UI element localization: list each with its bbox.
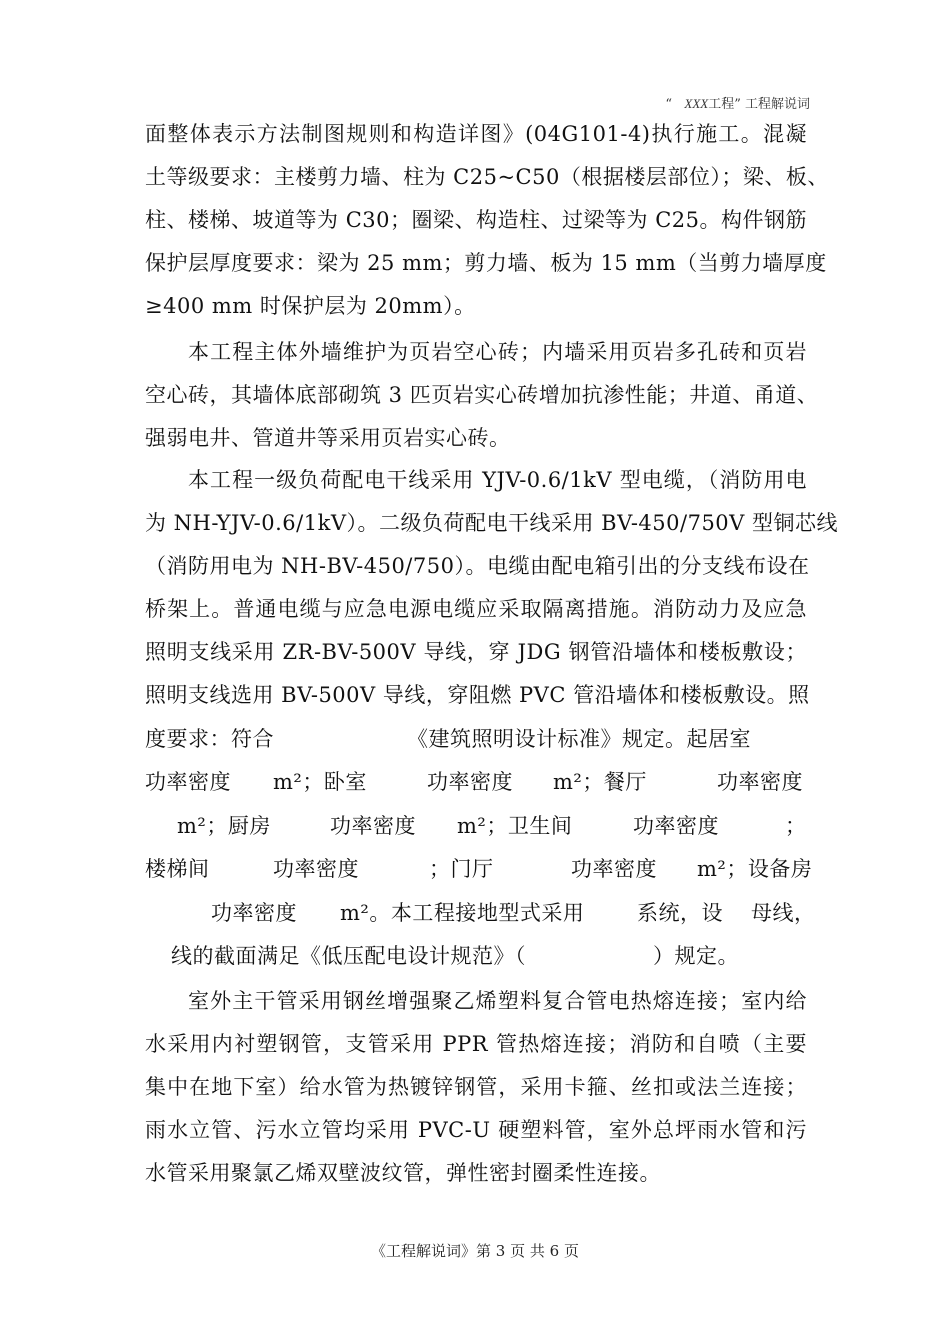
header-title: 工程” 工程解说词	[708, 97, 810, 112]
text-segment: m²；厨房	[177, 814, 271, 838]
paragraph-4-line: 室外主干管采用钢丝增强聚乙烯塑料复合管电热熔连接；室内给	[188, 989, 807, 1013]
low-voltage-spec-line	[145, 938, 807, 974]
paragraph-3-line: 照明支线选用 BV-500V 导线，穿阻燃 PVC 管沿墙体和楼板敷设。照	[145, 683, 810, 707]
running-header	[665, 93, 810, 112]
text-segment: 功率密度	[330, 814, 416, 838]
text-segment: 系统，设	[637, 901, 723, 925]
text-segment: 功率密度	[427, 770, 513, 794]
text-segment: m²。本工程接地型式采用	[340, 901, 585, 925]
paragraph-3-line: （消防用电为 NH-BV-450/750）。电缆由配电箱引出的分支线布设在	[145, 554, 810, 578]
paragraph-1-line: 保护层厚度要求：梁为 25 mm；剪力墙、板为 15 mm（当剪力墙厚度	[145, 251, 827, 275]
text-segment: 楼梯间	[145, 857, 210, 881]
paragraph-1-line: 土等级要求：主楼剪力墙、柱为 C25~C50（根据楼层部位）；梁、板、	[145, 165, 829, 189]
text-segment: 母线，	[751, 901, 816, 925]
text-segment: 功率密度	[273, 857, 359, 881]
text-segment: ）规定。	[653, 944, 739, 968]
paragraph-1-line: ≥400 mm 时保护层为 20mm）。	[145, 294, 476, 318]
power-density-line	[145, 808, 807, 844]
text-segment: 功率密度	[211, 901, 297, 925]
text-segment: m²；设备房	[697, 857, 813, 881]
page-footer: 《工程解说词》第 3 页 共 6 页	[371, 1242, 579, 1260]
lighting-standard-line	[145, 721, 807, 757]
paragraph-1-line: 柱、楼梯、坡道等为 C30；圈梁、构造柱、过梁等为 C25。构件钢筋	[145, 208, 807, 232]
paragraph-3-line: 为 NH-YJV-0.6/1kV）。二级负荷配电干线采用 BV-450/750V 型铜芯线	[145, 511, 839, 535]
text-segment: m²；卫生间	[457, 814, 573, 838]
paragraph-2-line: 本工程主体外墙维护为页岩空心砖；内墙采用页岩多孔砖和页岩	[188, 340, 807, 364]
paragraph-4-line: 集中在地下室）给水管为热镀锌钢管，采用卡箍、丝扣或法兰连接；	[145, 1075, 807, 1099]
text-segment: 度要求：符合	[145, 727, 274, 751]
paragraph-3-line: 本工程一级负荷配电干线采用 YJV-0.6/1kV 型电缆，（消防用电	[188, 468, 807, 492]
header-quote: “	[665, 97, 672, 112]
text-segment: ；门厅	[429, 857, 494, 881]
text-segment: 功率密度	[633, 814, 719, 838]
power-density-line	[145, 764, 807, 800]
text-segment: 《建筑照明设计标准》规定。起居室	[407, 727, 751, 751]
text-segment: 功率密度	[571, 857, 657, 881]
paragraph-4-line: 水管采用聚氯乙烯双壁波纹管，弹性密封圈柔性连接。	[145, 1161, 661, 1185]
paragraph-2-line: 强弱电井、管道井等采用页岩实心砖。	[145, 426, 511, 450]
paragraph-3-line: 照明支线采用 ZR-BV-500V 导线，穿 JDG 钢管沿墙体和楼板敷设；	[145, 640, 807, 664]
power-density-line	[145, 851, 813, 887]
text-segment: ；	[785, 814, 807, 838]
paragraph-3-line: 桥架上。普通电缆与应急电源电缆应采取隔离措施。消防动力及应急	[145, 597, 807, 621]
paragraph-4-line: 雨水立管、污水立管均采用 PVC-U 硬塑料管，室外总坪雨水管和污	[145, 1118, 807, 1142]
paragraph-4-line: 水采用内衬塑钢管，支管采用 PPR 管热熔连接；消防和自喷（主要	[145, 1032, 807, 1056]
paragraph-1-line: 面整体表示方法制图规则和构造详图》(04G101-4)执行施工。混凝	[145, 122, 807, 146]
paragraph-2-line: 空心砖，其墙体底部砌筑 3 匹页岩实心砖增加抗渗性能；井道、甬道、	[145, 383, 819, 407]
header-project: XXX	[684, 96, 709, 111]
text-segment: 功率密度	[145, 770, 231, 794]
text-segment: m²；餐厅	[553, 770, 647, 794]
text-segment: 线的截面满足《低压配电设计规范》（	[171, 944, 526, 968]
text-segment: 功率密度	[717, 770, 803, 794]
text-segment: m²；卧室	[273, 770, 367, 794]
grounding-line	[145, 895, 816, 931]
